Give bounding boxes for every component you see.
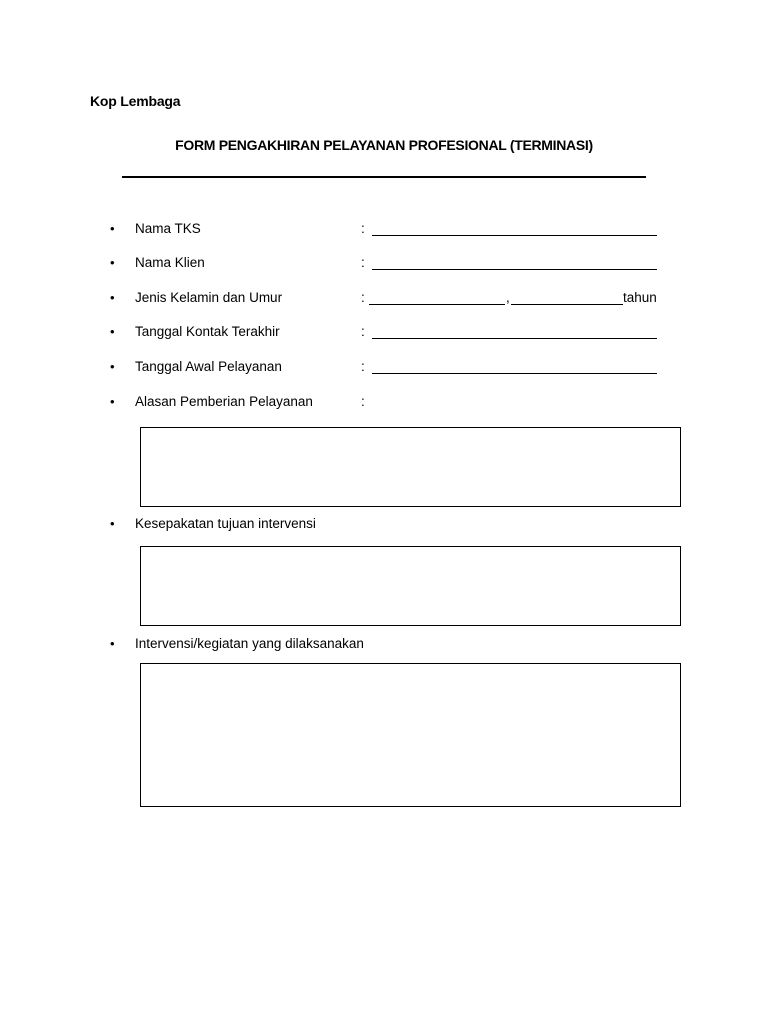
bullet: • bbox=[110, 255, 115, 270]
kop-lembaga: Kop Lembaga bbox=[90, 93, 181, 109]
field-label: Nama TKS bbox=[135, 221, 201, 236]
alasan-pelayanan-textbox[interactable] bbox=[140, 427, 681, 507]
field-jenis-kelamin-umur bbox=[0, 290, 768, 310]
field-label: Tanggal Kontak Terakhir bbox=[135, 324, 280, 339]
section-label: Kesepakatan tujuan intervensi bbox=[135, 516, 316, 531]
title-underline bbox=[122, 176, 646, 178]
section-kesepakatan-tujuan bbox=[0, 516, 768, 536]
tanggal-awal-input-line[interactable] bbox=[372, 373, 657, 374]
bullet: • bbox=[110, 516, 115, 531]
bullet: • bbox=[110, 290, 115, 305]
colon: : bbox=[361, 290, 365, 305]
field-label: Tanggal Awal Pelayanan bbox=[135, 359, 282, 374]
colon: : bbox=[361, 221, 365, 236]
field-tanggal-awal-pelayanan bbox=[0, 359, 768, 379]
nama-tks-input-line[interactable] bbox=[372, 235, 657, 236]
bullet: • bbox=[110, 324, 115, 339]
umur-input-line[interactable] bbox=[511, 304, 623, 305]
kesepakatan-tujuan-textbox[interactable] bbox=[140, 546, 681, 626]
colon: : bbox=[361, 324, 365, 339]
intervensi-kegiatan-textbox[interactable] bbox=[140, 663, 681, 807]
field-label: Nama Klien bbox=[135, 255, 205, 270]
colon: : bbox=[361, 359, 365, 374]
nama-klien-input-line[interactable] bbox=[372, 269, 657, 270]
field-label: Alasan Pemberian Pelayanan bbox=[135, 394, 313, 409]
section-label: Intervensi/kegiatan yang dilaksanakan bbox=[135, 636, 364, 651]
field-nama-tks bbox=[0, 221, 768, 241]
colon: : bbox=[361, 255, 365, 270]
section-intervensi-kegiatan bbox=[0, 636, 768, 656]
bullet: • bbox=[110, 394, 115, 409]
field-alasan-pemberian-pelayanan bbox=[0, 394, 768, 414]
bullet: • bbox=[110, 359, 115, 374]
field-nama-klien bbox=[0, 255, 768, 275]
tanggal-kontak-input-line[interactable] bbox=[372, 338, 657, 339]
bullet: • bbox=[110, 221, 115, 236]
tahun-suffix: tahun bbox=[623, 290, 657, 305]
colon: : bbox=[361, 394, 365, 409]
jenis-kelamin-input-line[interactable] bbox=[369, 304, 505, 305]
bullet: • bbox=[110, 636, 115, 651]
field-tanggal-kontak-terakhir bbox=[0, 324, 768, 344]
comma-separator: , bbox=[506, 290, 510, 305]
field-label: Jenis Kelamin dan Umur bbox=[135, 290, 283, 305]
form-title: FORM PENGAKHIRAN PELAYANAN PROFESIONAL (TERMINASI) bbox=[175, 137, 593, 153]
